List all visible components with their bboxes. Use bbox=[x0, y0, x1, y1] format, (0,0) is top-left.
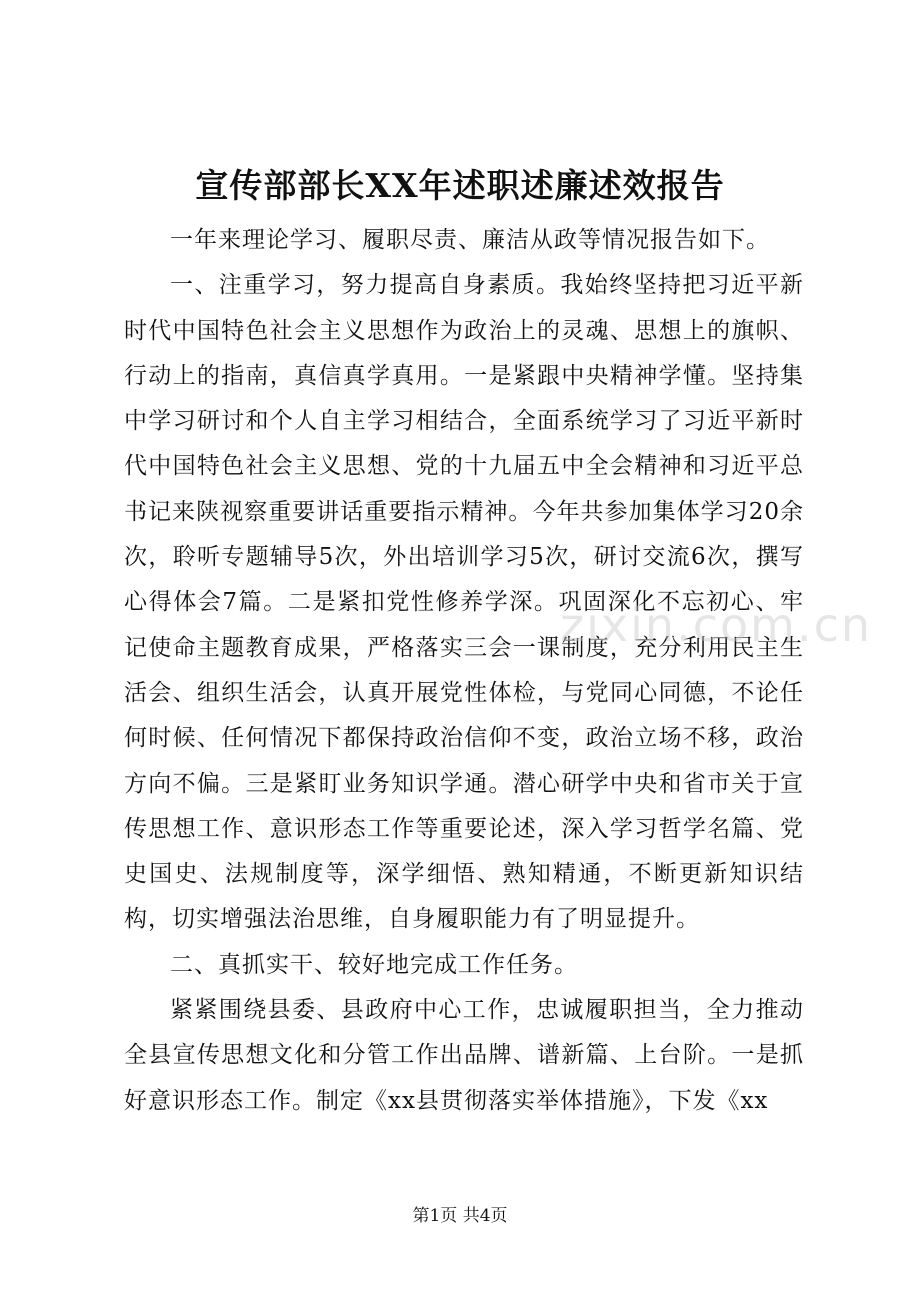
paragraph-intro: 一年来理论学习、履职尽责、廉洁从政等情况报告如下。 bbox=[170, 227, 770, 253]
paragraph-section-one: 一、注重学习，努力提高自身素质。我始终坚持把习近平新时代中国特色社会主义思想作为政治上的灵魂、思想上的旗帜、行动上的指南，真信真学真用。一是紧跟中央精神学懂。坚持集中学习研讨和个人自主学习相结合，全面系统学习了习近平新时代中国特色社会主义思想、党的十九届五中全会精神和习近平总书记来陕视察重要讲话重要指示精神。今年共参加集体学习20余次，聆听专题辅导5次，外出培训学习5次，研讨交流6次，撰写心得体会7篇。二是紧扣党性修养学深。巩固深化不忘初心、牢记使命主题教育成果，严格落实三会一课制度，充分利用民主生活会、组织生活会，认真开展党性体检，与党同心同德，不论任何时候、任何情况下都保持政治信仰不变，政治立场不移，政治方向不偏。三是紧盯业务知识学通。潜心研学中央和省市关于宣传思想工作、意识形态工作等重要论述，深入学习哲学名篇、党史国史、法规制度等，深学细悟、熟知精通，不断更新知识结构，切实增强法治思维，自身履职能力有了明显提升。 bbox=[124, 272, 804, 933]
document-body bbox=[124, 218, 804, 1124]
watermark: zixin.com.cn bbox=[560, 598, 873, 652]
paragraph-section-two-heading: 二、真抓实干、较好地完成工作任务。 bbox=[170, 951, 578, 978]
document-title: 宣传部部长XX年述职述廉述效报告 bbox=[195, 166, 725, 205]
page-footer: 第1页 共4页 bbox=[412, 1206, 508, 1226]
paragraph-section-two-body: 紧紧围绕县委、县政府中心工作，忠诚履职担当，全力推动全县宣传思想文化和分管工作出品牌、谱新篇、上台阶。一是抓好意识形态工作。制定《xx县贯彻落实举体措施》，下发《xx bbox=[124, 997, 804, 1114]
